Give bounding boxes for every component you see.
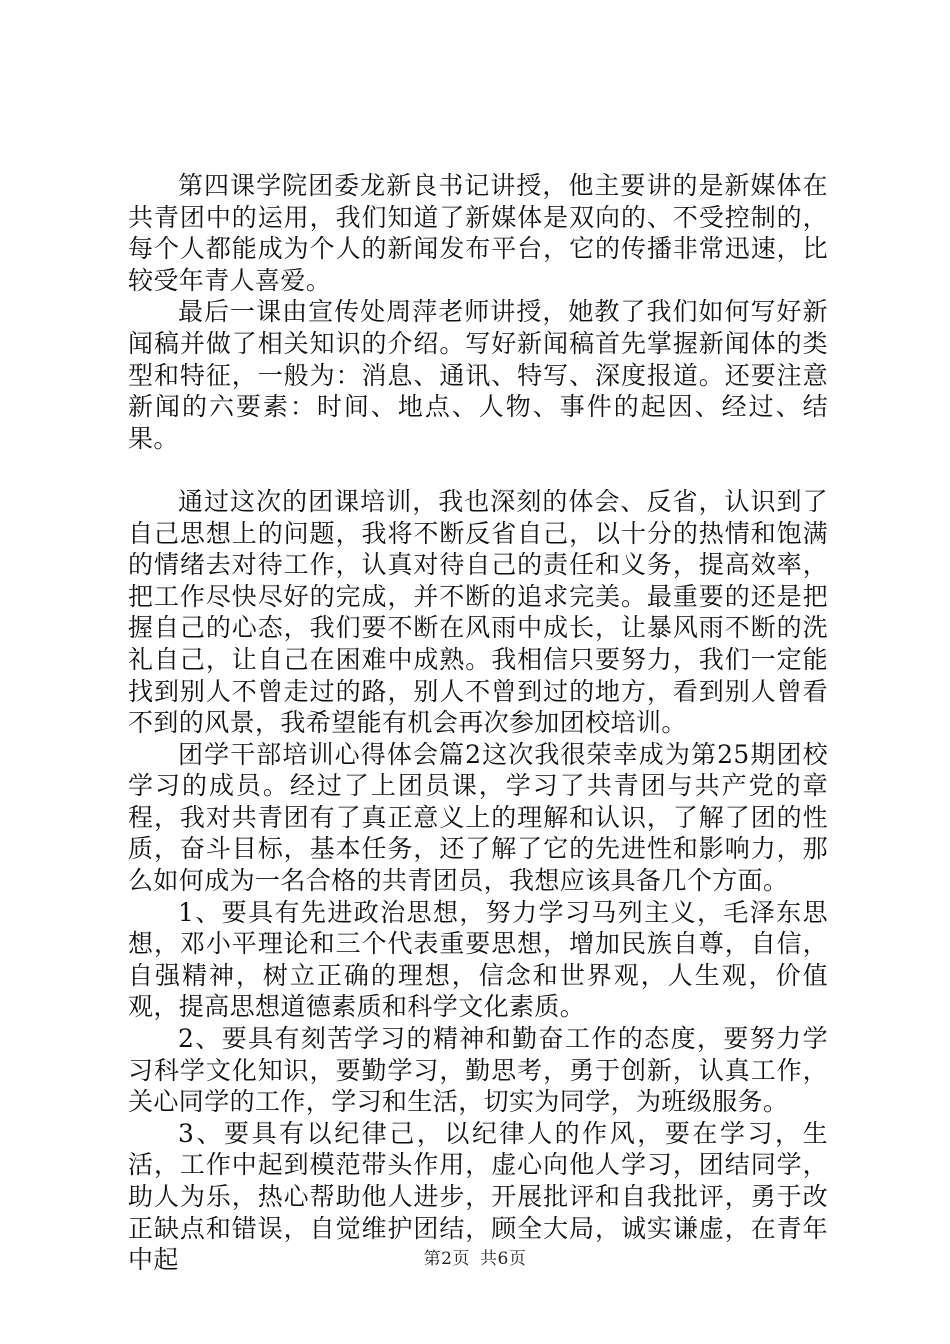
paragraph-reflection: 通过这次的团课培训，我也深刻的体会、反省，认识到了自己思想上的问题，我将不断反省自己，以十分的热情和饱满的情绪去对待工作，认真对待自己的责任和义务，提高效率，把工作尽快尽好的完成，并不断的追求完美。最重要的还是把握自己的心态，我们要不断在风雨中成长，让暴风雨不断的洗礼自己，让自己在困难中成熟。我相信只要努力，我们一定能找到别人不曾走过的路，别人不曾到过的地方，看到别人曾看不到的风景，我希望能有机会再次参加团校培训。 — [128, 486, 828, 738]
page-footer — [0, 1244, 950, 1269]
paragraph-new-media: 第四课学院团委龙新良书记讲授，他主要讲的是新媒体在共青团中的运用，我们知道了新媒体是双向的、不受控制的，每个人都能成为个人的新闻发布平台，它的传播非常迅速，比较受年青人喜爱。 — [128, 171, 828, 295]
document-body — [128, 170, 828, 1276]
paragraph-news-writing: 最后一课由宣传处周萍老师讲授，她教了我们如何写好新闻稿并做了相关知识的介绍。写好新闻稿首先掌握新闻体的类型和特征，一般为：消息、通讯、特写、深度报道。还要注意新闻的六要素：时间、地点、人物、事件的起因、经过、结果。 — [128, 297, 828, 453]
paragraph-article-2-intro: 团学干部培训心得体会篇2这次我很荣幸成为第25期团校学习的成员。经过了上团员课，学习了共青团与共产党的章程，我对共青团有了真正意义上的理解和认识，了解了团的性质，奋斗目标，基本任务，还了解了它的先进性和影响力，那么如何成为一名合格的共青团员，我想应该具备几个方面。 — [128, 739, 828, 896]
page-number-total: 共6页 — [480, 1249, 527, 1269]
paragraph-point-2: 2、要具有刻苦学习的精神和勤奋工作的态度，要努力学习科学文化知识，要勤学习，勤思考，勇于创新，认真工作，关心同学的工作，学习和生活，切实为同学，为班级服务。 — [128, 1024, 828, 1117]
page-number-current: 第2页 — [423, 1249, 470, 1269]
paragraph-point-3: 3、要具有以纪律己，以纪律人的作风，要在学习，生活，工作中起到模范带头作用，虚心向他人学习，团结同学，助人为乐，热心帮助他人进步，开展批评和自我批评，勇于改正缺点和错误，自觉维护团结，顾全大局，诚实谦虚，在青年中起 — [128, 1118, 828, 1275]
paragraph-point-1: 1、要具有先进政治思想，努力学习马列主义，毛泽东思想，邓小平理论和三个代表重要思想，增加民族自尊，自信，自强精神，树立正确的理想，信念和世界观，人生观，价值观，提高思想道德素质和科学文化素质。 — [128, 897, 828, 1022]
paragraph-spacer — [128, 454, 828, 486]
